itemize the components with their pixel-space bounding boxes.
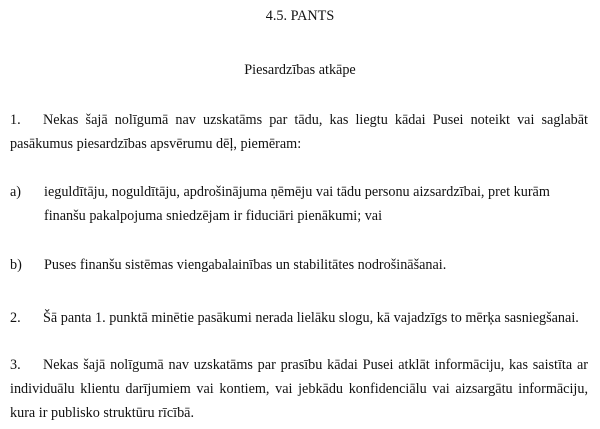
paragraph-text: Šā panta 1. punktā minētie pasākumi nerada lielāku slogu, kā vajadzīgs to mērķa sasniegšanai. bbox=[43, 310, 579, 326]
paragraph-number: 2. bbox=[10, 310, 21, 326]
subitem-b bbox=[10, 253, 588, 277]
paragraph-number: 1. bbox=[10, 112, 21, 128]
subitem-text: Puses finanšu sistēmas viengabalainības un stabilitātes nodrošināšanai. bbox=[44, 257, 447, 273]
paragraph-2 bbox=[10, 306, 588, 330]
paragraph-number: 3. bbox=[10, 357, 21, 373]
article-title: 4.5. PANTS bbox=[265, 8, 335, 24]
paragraph-text: Nekas šajā nolīgumā nav uzskatāms par prasību kādai Pusei atklāt informāciju, kas saistīta ar individuālu klientu darījumiem vai kontiem, vai jebkādu konfidenciālu vai aizsargātu informāciju, kura ir publisko struktūru rīcībā. bbox=[10, 357, 588, 421]
subitem-label: b) bbox=[10, 257, 22, 273]
paragraph-1 bbox=[10, 108, 588, 156]
subitem-a bbox=[10, 180, 588, 228]
paragraph-3 bbox=[10, 353, 588, 425]
article-subtitle: Piesardzības atkāpe bbox=[244, 62, 356, 78]
paragraph-text: Nekas šajā nolīgumā nav uzskatāms par tādu, kas liegtu kādai Pusei noteikt vai saglabāt pasākumus piesardzības apsvērumu dēļ, piemēram: bbox=[10, 112, 588, 152]
subitem-label: a) bbox=[10, 184, 22, 200]
subitem-text: ieguldītāju, noguldītāju, apdrošinājuma ņēmēju vai tādu personu aizsardzībai, pret kurām finanšu pakalpojuma sniedzējam ir fiduciāri pienākumi; vai bbox=[44, 184, 550, 224]
